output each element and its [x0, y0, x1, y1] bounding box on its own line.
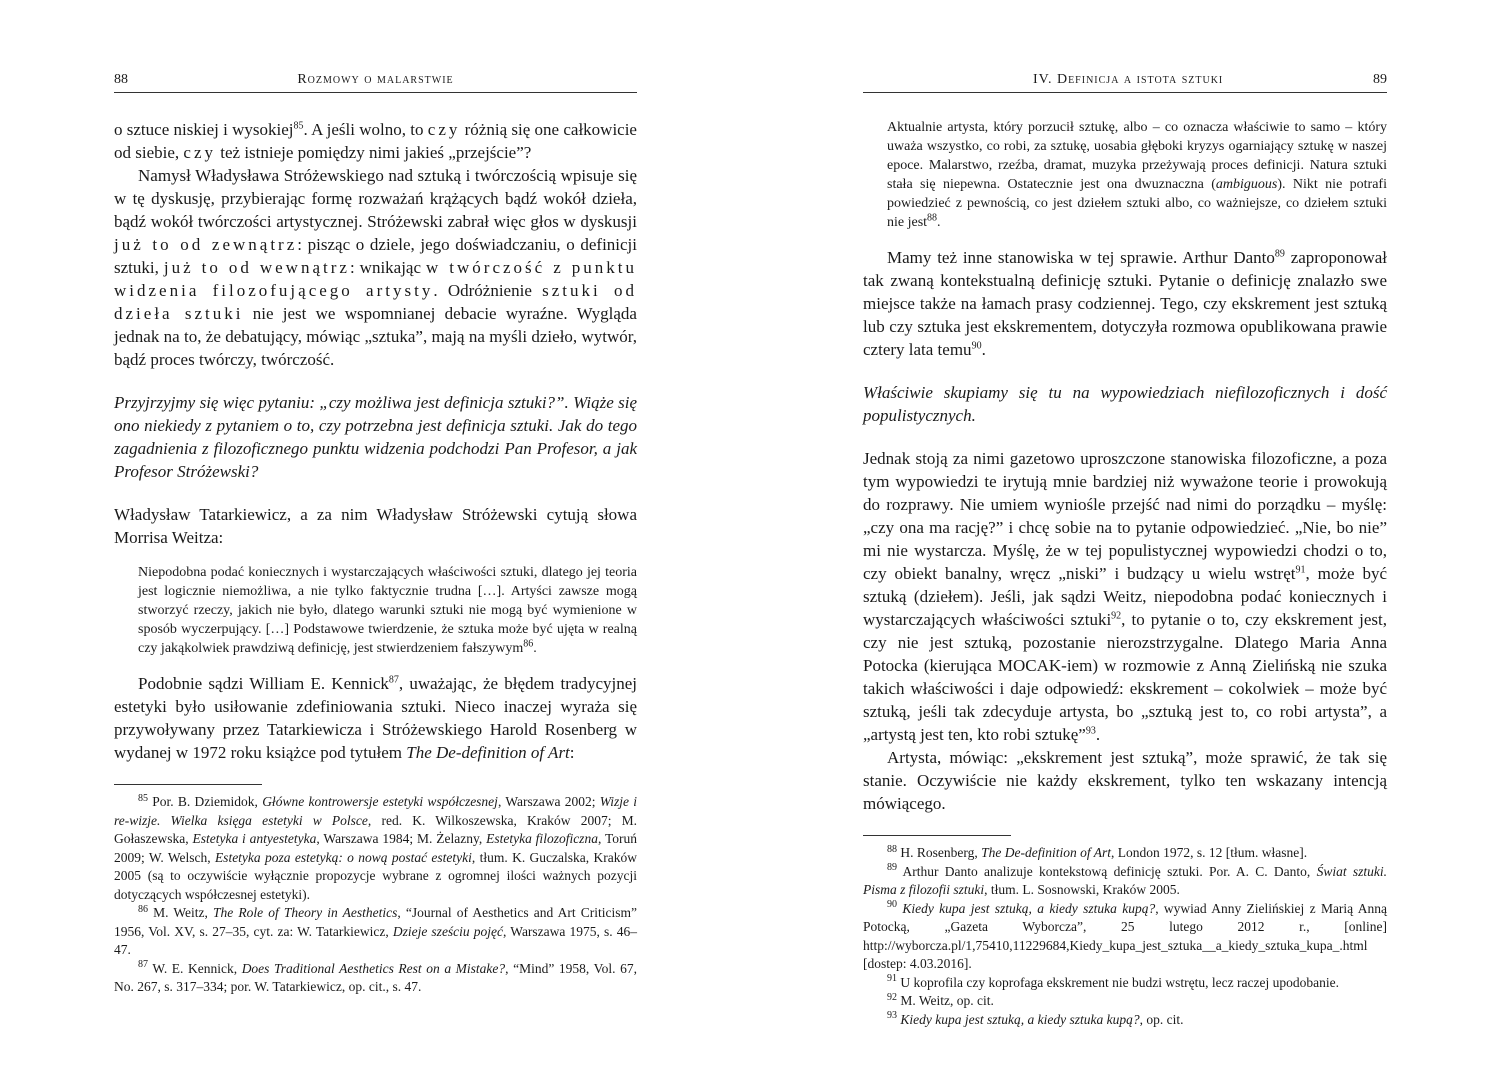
paragraph: o sztuce niskiej i wysokiej$^{85}$. A jeśli wolno, to czy różnią się one całkowicie od siebie, czy też istnieje pomiędzy nimi jakieś „przejście”? — [114, 120, 637, 162]
footnote: $^{88}$ H. Rosenberg, The De-definition of Art, London 1972, s. 12 [tłum. własne]. — [887, 843, 1308, 860]
running-head — [114, 70, 637, 93]
block-quote: Niepodobna podać koniecznych i wystarczających właściwości sztuki, dlatego jej teoria jest logicznie niemożliwa, a nie tylko faktycznie trudna […]. Artyści zawsze mogą stworzyć rzeczy, jakich nie było, dlatego warunki sztuki nie mogą być wymienione w sposób wyczerpujący. […] Podstawowe twierdzenie, że sztuka może być ujęta w realną czy jakąkolwiek prawdziwą definicję, jest stwierdzeniem fałszywym$^{86}$. — [138, 565, 637, 656]
footnote: $^{90}$ Kiedy kupa jest sztuką, a kiedy sztuka kupą?, wywiad Anny Zielińskiej z Marią Anną Potocką, „Gazeta Wyborcza”, 25 lutego 2012 r., [online] http://wyborcza.pl/1,75410,11229684,Kiedy_kupa_jest_sztuka__a_kiedy_sztuka_kupa_.html [dostep: 4.03.2016]. — [863, 899, 1387, 971]
footnote: $^{92}$ M. Weitz, op. cit. — [887, 991, 994, 1008]
footnote: $^{86}$ M. Weitz, The Role of Theory in Aesthetics, “Journal of Aesthetics and Art Criticism” 1956, Vol. XV, s. 27–35, cyt. za: W. Tatarkiewicz, Dzieje sześciu pojęć, Warszawa 1975, s. 46–47. — [114, 903, 638, 957]
interview-question: Właściwie skupiamy się tu na wypowiedziach niefilozoficznych i dość populistycznych. — [863, 383, 1387, 425]
running-head — [863, 70, 1387, 93]
page-number: 89 — [1373, 72, 1387, 87]
footnote: $^{89}$ Arthur Danto analizuje kontekstową definicję sztuki. Por. A. C. Danto, Świat sztuki. Pisma z filozofii sztuki, tłum. L. Sosnowski, Kraków 2005. — [863, 862, 1387, 897]
running-title: IV. Definicja a istota sztuki — [1033, 72, 1224, 87]
running-title: Rozmowy o malarstwie — [297, 72, 454, 87]
interview-question: Przyjrzyjmy się więc pytaniu: „czy możliwa jest definicja sztuki?”. Wiąże się ono niekiedy z pytaniem o to, czy potrzebna jest definicja sztuki. Jak do tego zagadnienia z filozoficznego punktu widzenia podchodzi Pan Profesor, a jak Profesor Stróżewski? — [114, 393, 637, 481]
body-text — [114, 118, 637, 997]
footnote: $^{87}$ W. E. Kennick, Does Traditional Aesthetics Rest on a Mistake?, “Mind” 1958, Vol. 67, No. 267, s. 317–334; por. W. Tatarkiewicz, op. cit., s. 47. — [114, 959, 637, 994]
page-number: 88 — [114, 72, 128, 87]
body-text — [863, 118, 1387, 1029]
footnote: $^{85}$ Por. B. Dziemidok, Główne kontrowersje estetyki współczesnej, Warszawa 2002; Wizje i re-wizje. Wielka księga estetyki w Polsce, red. K. Wilkoszewska, Kraków 2007; M. Gołaszewska, Estetyka i antyestetyka, Warszawa 1984; M. Żelazny, Estetyka filozoficzna, Toruń 2009; W. Welsch, Estetyka poza estetyką: o nową postać estetyki, tłum. K. Guczalska, Kraków 2005 (są to oczywiście wyłącznie propozycje wybrane z ogromnej ilości ważnych pozycji dotyczących współczesnej estetyki). — [114, 792, 638, 902]
right-page — [863, 0, 1387, 1068]
footnote: $^{91}$ U koprofila czy koprofaga ekskrement nie budzi wstrętu, lecz raczej upodobanie. — [887, 973, 1339, 990]
footnote: $^{93}$ Kiedy kupa jest sztuką, a kiedy sztuka kupą?, op. cit. — [887, 1010, 1184, 1027]
left-page — [114, 0, 637, 1068]
paragraph: Mamy też inne stanowiska w tej sprawie. Arthur Danto$^{89}$ zaproponował tak zwaną kontekstualną definicję sztuki. Pytanie o definicję znalazło swe miejsce także na łamach prasy codziennej. Tego, czy ekskrement jest sztuką lub czy sztuka jest ekskrementem, dotyczyła rozmowa opublikowana prawie cztery lata temu$^{90}$. — [863, 248, 1387, 359]
paragraph: Artysta, mówiąc: „ekskrement jest sztuką”, może sprawić, że tak się stanie. Oczywiście nie każdy ekskrement, tylko ten wskazany intencją mówiącego. — [863, 748, 1387, 813]
paragraph: Podobnie sądzi William E. Kennick$^{87}$, uważając, że błędem tradycyjnej estetyki było usiłowanie zdefiniowania sztuki. Nieco inaczej wyraża się przywoływany przez Tatarkiewicza i Stróżewskiego Harold Rosenberg w wydanej w 1972 roku książce pod tytułem The De-definition of Art: — [114, 674, 637, 762]
paragraph: Namysł Władysława Stróżewskiego nad sztuką i twórczością wpisuje się w tę dyskusję, przybierając formę rozważań krążących bądź wokół dzieła, bądź wokół twórczości artystycznej. Stróżewski zabrał więc głos w dyskusji już to od zewnątrz: pisząc o dziele, jego doświadczaniu, o definicji sztuki, już to od wewnątrz: wnikając w twórczość z punktu widzenia filozofującego artysty. Odróżnienie sztuki od dzieła sztuki nie jest we wspomnianej debacie wyraźne. Wygląda jednak na to, że debatujący, mówiąc „sztuka”, mają na myśli dzieło, wytwór, bądź proces twórczy, twórczość. — [114, 166, 638, 369]
paragraph: Władysław Tatarkiewicz, a za nim Władysław Stróżewski cytują słowa Morrisa Weitza: — [114, 505, 637, 547]
footnote-rule — [114, 784, 262, 785]
block-quote: Aktualnie artysta, który porzucił sztukę, albo – co oznacza właściwie to samo – który uważa wszystko, co robi, za sztukę, uosabia głęboki kryzys ogarniający sztukę w naszej epoce. Malarstwo, rzeźba, dramat, muzyka przeżywają proces definicji. Natura sztuki stała się niepewna. Ostatecznie jest ona dwuznaczna (ambiguous). Nikt nie potrafi powiedzieć z pewnością, co jest dziełem sztuki albo, co ważniejsze, co dziełem sztuki nie jest$^{88}$. — [887, 120, 1387, 230]
footnote-rule — [863, 835, 1011, 836]
paragraph: Jednak stoją za nimi gazetowo uproszczone stanowiska filozoficzne, a poza tym wypowiedzi te irytują mnie bardziej niż wyważone teorie i prowokują do rozprawy. Nie umiem wyniośle przejść nad nimi do porządku – myślę: „czy ona ma rację?” i chcę sobie na to pytanie odpowiedzieć. „Nie, bo nie” mi nie wystarcza. Myślę, że w tej populistycznej wypowiedzi chodzi o to, czy obiekt banalny, wręcz „niski” i budzący u wielu wstręt$^{91}$, może być sztuką (dziełem). Jeśli, jak sądzi Weitz, niepodobna podać koniecznych i wystarczających właściwości sztuki$^{92}$, to pytanie o to, czy ekskrement jest, czy nie jest sztuką, pozostanie nierozstrzygalne. Dlatego Maria Anna Potocka (kierująca MOCAK-iem) w rozmowie z Anną Zielińską nie szuka takich właściwości i daje odpowiedź: ekskrement – cokolwiek – może być sztuką, jeśli tak zdecyduje artysta, bo „sztuką jest to, co robi artysta”, a „artystą jest ten, kto robi sztukę”$^{93}$. — [863, 449, 1387, 744]
